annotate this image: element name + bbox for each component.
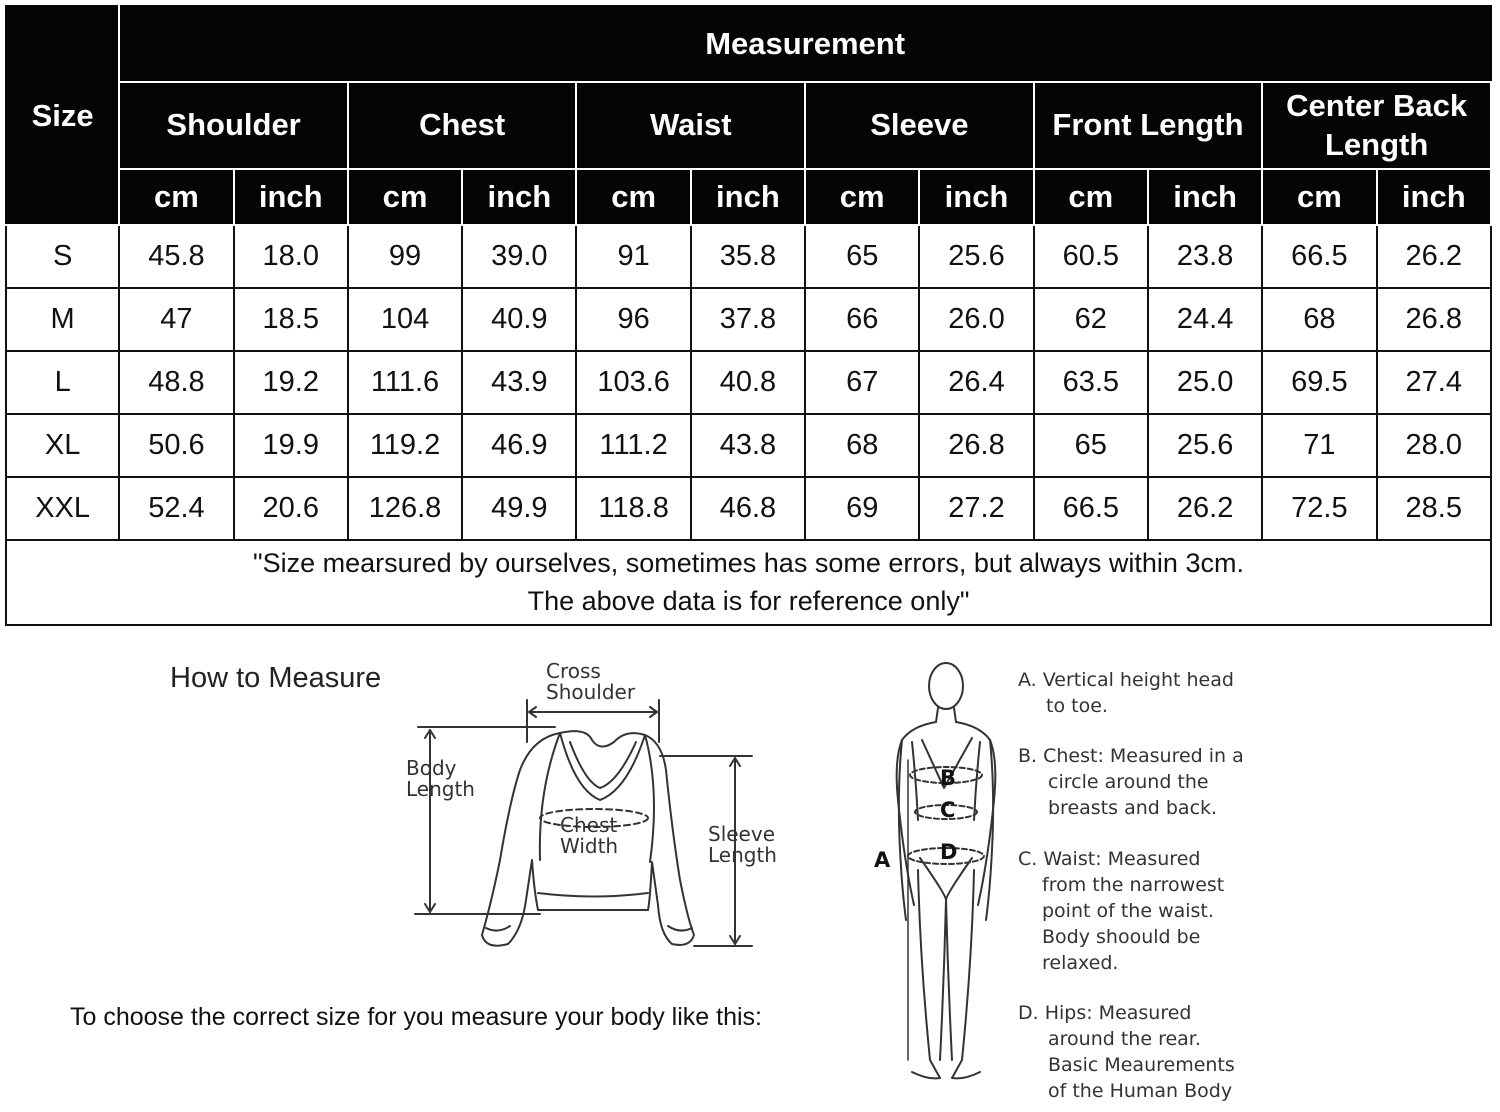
unit-header-cm: cm <box>1034 169 1148 225</box>
measurement-cell: 52.4 <box>119 477 233 540</box>
measure-description-d <box>1018 1000 1235 1104</box>
measurement-cell: 63.5 <box>1034 351 1148 414</box>
measurement-cell: 72.5 <box>1262 477 1376 540</box>
measurement-cell: 71 <box>1262 414 1376 477</box>
measurement-cell: 28.5 <box>1377 477 1491 540</box>
measurement-cell: 26.2 <box>1377 225 1491 288</box>
size-note <box>6 540 1491 625</box>
measurement-cell: 62 <box>1034 288 1148 351</box>
measurement-cell: 24.4 <box>1148 288 1262 351</box>
unit-header-inch: inch <box>1148 169 1262 225</box>
size-note-line-2: The above data is for reference only" <box>527 585 970 616</box>
chest-width-label-line-1: Chest <box>560 813 618 837</box>
measurement-cell: 111.6 <box>348 351 462 414</box>
measurement-cell: 69.5 <box>1262 351 1376 414</box>
size-rows <box>6 225 1491 540</box>
measurement-cell: 68 <box>805 414 919 477</box>
measurement-cell: 26.4 <box>919 351 1033 414</box>
measurement-cell: 60.5 <box>1034 225 1148 288</box>
unit-header-inch: inch <box>462 169 576 225</box>
group-header-sleeve: Sleeve <box>805 82 1034 169</box>
size-column-header: Size <box>6 6 119 225</box>
size-cell: XL <box>6 414 119 477</box>
measure-diagrams <box>0 640 1500 1112</box>
unit-header-cm: cm <box>805 169 919 225</box>
chest-width-label-line-2: Width <box>560 834 619 858</box>
body-length-label-line-2: Length <box>406 777 475 801</box>
sleeve-length-label <box>708 824 777 866</box>
body-label-d: D <box>940 840 958 864</box>
description-line: relaxed. <box>1042 952 1119 974</box>
table-row <box>6 414 1491 477</box>
measurement-cell: 119.2 <box>348 414 462 477</box>
body-length-label <box>406 758 475 800</box>
group-header-chest: Chest <box>348 82 577 169</box>
measurement-cell: 103.6 <box>576 351 690 414</box>
group-header-center-back-length: Center Back Length <box>1262 82 1491 169</box>
size-cell: L <box>6 351 119 414</box>
measurement-cell: 46.9 <box>462 414 576 477</box>
body-label-c: C <box>940 798 956 822</box>
measurement-cell: 26.2 <box>1148 477 1262 540</box>
measurement-cell: 96 <box>576 288 690 351</box>
measurement-cell: 49.9 <box>462 477 576 540</box>
measurement-cell: 28.0 <box>1377 414 1491 477</box>
measurement-cell: 46.8 <box>691 477 805 540</box>
measurement-cell: 118.8 <box>576 477 690 540</box>
table-row <box>6 288 1491 351</box>
measurement-cell: 66.5 <box>1034 477 1148 540</box>
measurement-cell: 91 <box>576 225 690 288</box>
measurement-cell: 104 <box>348 288 462 351</box>
measurement-cell: 67 <box>805 351 919 414</box>
size-cell: M <box>6 288 119 351</box>
human-body-illustration <box>897 663 996 1078</box>
group-header-waist: Waist <box>576 82 805 169</box>
measurement-cell: 27.2 <box>919 477 1033 540</box>
measurement-cell: 23.8 <box>1148 225 1262 288</box>
measurement-cell: 19.9 <box>234 414 348 477</box>
measurement-cell: 25.0 <box>1148 351 1262 414</box>
measurement-cell: 66 <box>805 288 919 351</box>
body-length-label-line-1: Body <box>406 756 457 780</box>
table-row <box>6 477 1491 540</box>
measurement-cell: 65 <box>1034 414 1148 477</box>
measurement-cell: 43.9 <box>462 351 576 414</box>
measurement-cell: 65 <box>805 225 919 288</box>
body-label-b: B <box>940 766 957 790</box>
description-line: A. Vertical height head <box>1018 669 1234 691</box>
measurement-header: Measurement <box>119 6 1491 82</box>
measurement-cell: 27.4 <box>1377 351 1491 414</box>
measurement-cell: 68 <box>1262 288 1376 351</box>
sleeve-length-label-line-1: Sleeve <box>708 822 776 846</box>
measure-description-c <box>1018 846 1224 976</box>
table-row <box>6 351 1491 414</box>
sleeve-length-label-line-2: Length <box>708 843 777 867</box>
body-label-a: A <box>874 848 891 872</box>
chest-width-label <box>560 815 618 857</box>
measurement-cell: 39.0 <box>462 225 576 288</box>
measure-description-a <box>1018 667 1234 719</box>
measurement-cell: 47 <box>119 288 233 351</box>
measurement-cell: 18.0 <box>234 225 348 288</box>
description-line: Body shoould be <box>1042 926 1201 948</box>
group-header-shoulder: Shoulder <box>119 82 348 169</box>
description-line: to toe. <box>1046 695 1108 717</box>
measurement-cell: 19.2 <box>234 351 348 414</box>
unit-header-inch: inch <box>919 169 1033 225</box>
table-row <box>6 225 1491 288</box>
measure-description-b <box>1018 743 1244 821</box>
measurement-cell: 18.5 <box>234 288 348 351</box>
measurement-cell: 37.8 <box>691 288 805 351</box>
measurement-cell: 26.0 <box>919 288 1033 351</box>
unit-header-inch: inch <box>1377 169 1491 225</box>
size-cell: XXL <box>6 477 119 540</box>
description-line: point of the waist. <box>1042 900 1214 922</box>
description-line: breasts and back. <box>1048 797 1218 819</box>
group-header-front-length: Front Length <box>1034 82 1263 169</box>
measurement-cell: 111.2 <box>576 414 690 477</box>
cross-shoulder-label-line-1: Cross <box>546 659 601 683</box>
measurement-cell: 99 <box>348 225 462 288</box>
measurement-cell: 43.8 <box>691 414 805 477</box>
unit-header-cm: cm <box>576 169 690 225</box>
measurement-cell: 50.6 <box>119 414 233 477</box>
measurement-cell: 40.9 <box>462 288 576 351</box>
description-line: circle around the <box>1048 771 1209 793</box>
description-line: of the Human Body <box>1048 1080 1233 1102</box>
measurement-cell: 26.8 <box>919 414 1033 477</box>
measurement-cell: 26.8 <box>1377 288 1491 351</box>
size-note-line-1: "Size mearsured by ourselves, sometimes has some errors, but always within 3cm. <box>253 547 1244 578</box>
measurement-cell: 45.8 <box>119 225 233 288</box>
measurement-cell: 126.8 <box>348 477 462 540</box>
measurement-cell: 25.6 <box>919 225 1033 288</box>
measurement-cell: 20.6 <box>234 477 348 540</box>
description-line: C. Waist: Measured <box>1018 848 1201 870</box>
cross-shoulder-label <box>546 661 635 703</box>
description-line: Basic Meaurements <box>1048 1054 1235 1076</box>
choose-size-instruction: To choose the correct size for you measure your body like this: <box>70 1003 762 1031</box>
measurement-cell: 48.8 <box>119 351 233 414</box>
cross-shoulder-label-line-2: Shoulder <box>546 680 636 704</box>
unit-header-inch: inch <box>234 169 348 225</box>
how-to-measure-title: How to Measure <box>170 662 382 694</box>
measurement-cell: 69 <box>805 477 919 540</box>
description-line: around the rear. <box>1048 1028 1201 1050</box>
size-cell: S <box>6 225 119 288</box>
description-line: from the narrowest <box>1042 874 1225 896</box>
description-line: B. Chest: Measured in a <box>1018 745 1244 767</box>
size-chart-table <box>5 5 1492 626</box>
unit-header-inch: inch <box>691 169 805 225</box>
measurement-cell: 35.8 <box>691 225 805 288</box>
measurement-cell: 66.5 <box>1262 225 1376 288</box>
unit-header-cm: cm <box>348 169 462 225</box>
measurement-cell: 40.8 <box>691 351 805 414</box>
description-line: D. Hips: Measured <box>1018 1002 1192 1024</box>
unit-header-cm: cm <box>119 169 233 225</box>
measurement-cell: 25.6 <box>1148 414 1262 477</box>
unit-header-cm: cm <box>1262 169 1376 225</box>
